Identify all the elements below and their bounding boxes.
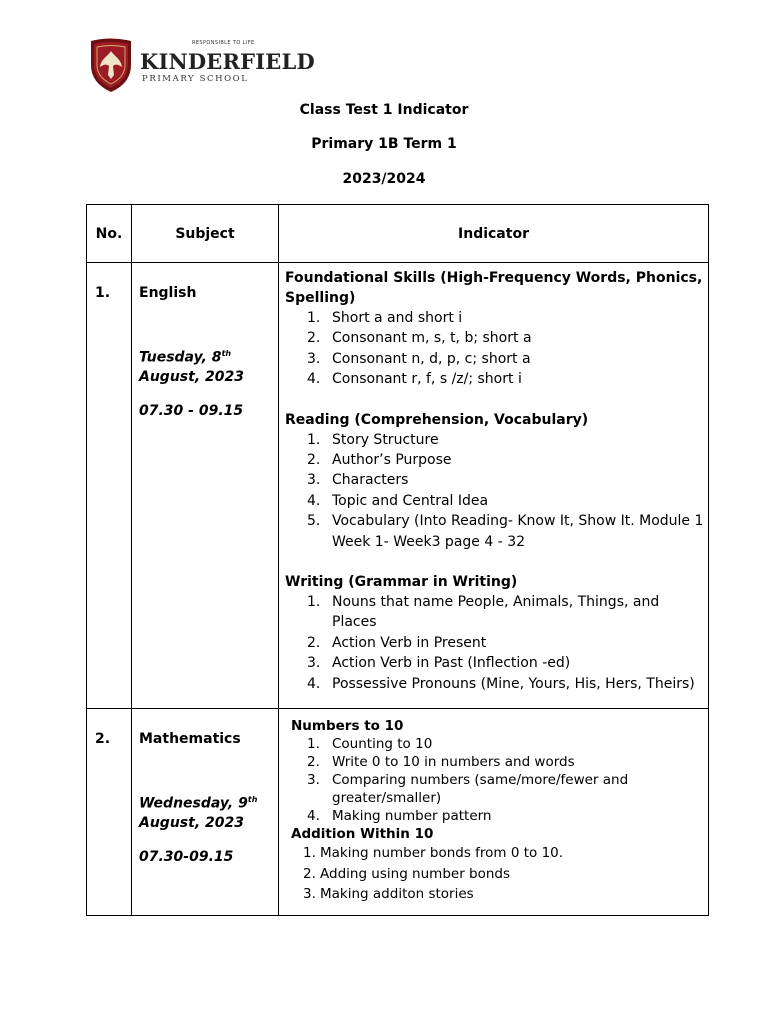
item-text: Consonant r, f, s /z/; short i — [332, 371, 522, 388]
list-item — [307, 653, 704, 673]
indicator-list — [285, 430, 704, 552]
school-logo — [88, 37, 315, 93]
list-item — [307, 470, 704, 490]
test-date — [139, 790, 274, 833]
item-text: Comparing numbers (same/more/fewer and greater/smaller) — [332, 772, 629, 806]
item-number: 1. — [303, 845, 316, 861]
item-text: Write 0 to 10 in numbers and words — [332, 754, 575, 770]
table-header-row — [87, 205, 709, 263]
list-item — [307, 308, 704, 328]
test-month-year: August, 2023 — [139, 814, 244, 831]
list-item — [307, 674, 704, 694]
item-number: 1. — [307, 736, 320, 752]
test-day: Tuesday, 8 — [139, 349, 222, 366]
section-title: Foundational Skills (High-Frequency Words, Phonics, Spelling) — [285, 270, 703, 306]
item-number: 3. — [307, 772, 320, 788]
item-number: 4. — [307, 371, 321, 388]
item-text: Short a and short i — [332, 310, 463, 326]
item-text: Consonant m, s, t, b; short a — [332, 330, 532, 347]
item-text: Action Verb in Present — [332, 634, 487, 651]
subject-name: Mathematics — [139, 731, 241, 747]
item-number: 2. — [307, 634, 321, 651]
item-text: Author’s Purpose — [332, 452, 452, 469]
list-item — [307, 633, 704, 653]
indicator-list — [285, 735, 704, 825]
list-item — [307, 511, 704, 552]
test-time: 07.30 - 09.15 — [139, 402, 244, 419]
item-number: 1. — [307, 594, 321, 611]
test-day-suffix: th — [221, 349, 232, 358]
indicator-cell — [279, 263, 709, 709]
document-title: Class Test 1 Indicator — [299, 102, 469, 118]
item-text: Making additon stories — [320, 886, 474, 902]
test-month-year: August, 2023 — [139, 368, 244, 385]
list-item — [307, 753, 704, 771]
list-item — [307, 735, 704, 753]
header-indicator: Indicator — [279, 205, 709, 263]
list-item — [307, 592, 704, 633]
section-title: Addition Within 10 — [291, 826, 434, 842]
item-text: Adding using number bonds — [320, 865, 511, 882]
item-number: 2. — [307, 452, 321, 469]
class-term: Primary 1B Term 1 — [311, 136, 457, 152]
row-number: 1. — [87, 263, 132, 709]
table-row — [87, 263, 709, 709]
item-text: Making number pattern — [332, 808, 492, 824]
table-row — [87, 709, 709, 916]
test-date — [139, 344, 274, 387]
item-text: Action Verb in Past (Inflection -ed) — [332, 655, 571, 672]
item-number: 1. — [307, 310, 321, 326]
item-number: 2. — [303, 865, 316, 882]
subject-cell — [132, 709, 279, 916]
item-text: Characters — [332, 472, 409, 489]
list-item — [303, 843, 704, 864]
indicator-list — [285, 308, 704, 390]
list-item — [303, 884, 704, 905]
item-text: Topic and Central Idea — [332, 492, 489, 509]
subject-name: English — [139, 285, 197, 301]
list-item — [303, 864, 704, 885]
test-time: 07.30-09.15 — [139, 848, 234, 865]
item-text: Counting to 10 — [332, 736, 433, 752]
indicator-list — [285, 843, 704, 905]
section-title: Reading (Comprehension, Vocabulary) — [285, 411, 589, 428]
indicator-table — [86, 204, 709, 916]
list-item — [307, 349, 704, 369]
item-text: Possessive Pronouns (Mine, Yours, His, Hers, Theirs) — [332, 675, 695, 692]
indicator-list — [285, 592, 704, 694]
header-no: No. — [87, 205, 132, 263]
list-item — [307, 328, 704, 348]
test-day: Wednesday, 9 — [139, 795, 248, 812]
logo-tagline: RESPONSIBLE TO LIFE — [192, 40, 255, 46]
indicator-cell — [279, 709, 709, 916]
item-text: Making number bonds from 0 to 10. — [320, 845, 564, 861]
item-text: Story Structure — [332, 431, 439, 448]
item-number: 3. — [307, 472, 321, 489]
shield-crest-icon — [88, 37, 134, 93]
header-subject: Subject — [132, 205, 279, 263]
item-number: 3. — [303, 886, 316, 902]
item-number: 3. — [307, 655, 321, 672]
item-number: 2. — [307, 330, 321, 347]
list-item — [307, 491, 704, 511]
list-item — [307, 369, 704, 389]
item-text: Vocabulary (Into Reading- Know It, Show It. Module 1 Week 1- Week3 page 4 - 32 — [332, 513, 704, 550]
item-number: 5. — [307, 513, 321, 530]
list-item — [307, 430, 704, 450]
section-title: Writing (Grammar in Writing) — [285, 574, 518, 591]
item-number: 4. — [307, 492, 321, 509]
logo-school-name: KINDERFIELD — [140, 49, 315, 74]
item-number: 4. — [307, 675, 321, 692]
list-item — [307, 807, 704, 825]
item-number: 4. — [307, 808, 320, 824]
section-title: Numbers to 10 — [291, 718, 404, 734]
logo-subtitle: PRIMARY SCHOOL — [142, 74, 249, 84]
test-day-suffix: th — [247, 795, 258, 804]
item-text: Nouns that name People, Animals, Things, and Places — [332, 594, 660, 631]
academic-year: 2023/2024 — [342, 171, 426, 187]
item-text: Consonant n, d, p, c; short a — [332, 350, 531, 367]
item-number: 1. — [307, 431, 321, 448]
row-number: 2. — [87, 709, 132, 916]
list-item — [307, 771, 704, 807]
item-number: 3. — [307, 350, 321, 367]
item-number: 2. — [307, 754, 320, 770]
subject-cell — [132, 263, 279, 709]
list-item — [307, 450, 704, 470]
